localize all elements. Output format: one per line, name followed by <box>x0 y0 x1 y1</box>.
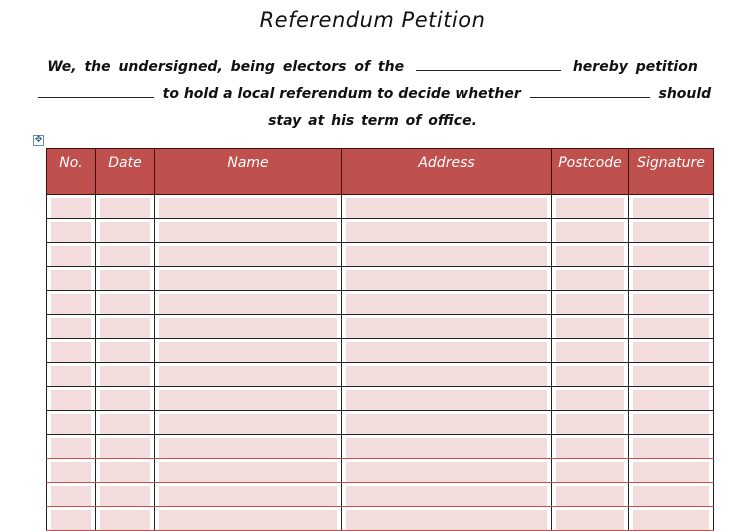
cell-fill <box>100 414 150 434</box>
table-row <box>47 507 714 531</box>
cell-name[interactable] <box>155 435 342 459</box>
cell-name[interactable] <box>155 411 342 435</box>
cell-date[interactable] <box>96 339 155 363</box>
cell-fill <box>100 510 150 530</box>
table-row <box>47 291 714 315</box>
cell-fill <box>556 414 624 434</box>
cell-signature[interactable] <box>629 435 714 459</box>
cell-fill <box>556 510 624 530</box>
petition-title: Referendum Petition <box>259 8 486 32</box>
cell-name[interactable] <box>155 339 342 363</box>
cell-fill <box>556 318 624 338</box>
line2-after: should <box>658 86 712 102</box>
cell-fill <box>51 486 91 506</box>
cell-fill <box>100 366 150 386</box>
cell-postcode[interactable] <box>552 483 629 507</box>
cell-fill <box>633 342 709 362</box>
table-row <box>47 459 714 483</box>
header-address: Address <box>342 149 552 195</box>
cell-fill <box>100 462 150 482</box>
cell-date[interactable] <box>96 315 155 339</box>
cell-fill <box>51 270 91 290</box>
cell-fill <box>633 366 709 386</box>
cell-fill <box>159 318 337 338</box>
cell-signature[interactable] <box>629 363 714 387</box>
cell-fill <box>556 246 624 266</box>
cell-address[interactable] <box>342 243 552 267</box>
cell-date[interactable] <box>96 243 155 267</box>
cell-name[interactable] <box>155 459 342 483</box>
cell-postcode[interactable] <box>552 435 629 459</box>
header-signature: Signature <box>629 149 714 195</box>
cell-fill <box>556 294 624 314</box>
cell-signature[interactable] <box>629 243 714 267</box>
cell-address[interactable] <box>342 339 552 363</box>
cell-fill <box>633 486 709 506</box>
cell-postcode[interactable] <box>552 507 629 531</box>
cell-fill <box>346 318 547 338</box>
line2-mid: to hold a local referendum to decide whether <box>162 86 521 102</box>
line1-after: hereby petition <box>572 59 698 75</box>
cell-fill <box>100 390 150 410</box>
header-name: Name <box>155 149 342 195</box>
petition-text-line-1 <box>0 58 745 75</box>
move-cross-icon[interactable]: ✥ <box>34 135 43 145</box>
cell-fill <box>100 222 150 242</box>
cell-fill <box>100 318 150 338</box>
cell-fill <box>100 486 150 506</box>
cell-fill <box>346 486 547 506</box>
cell-name[interactable] <box>155 267 342 291</box>
cell-fill <box>51 510 91 530</box>
table-row <box>47 219 714 243</box>
cell-no[interactable] <box>47 267 96 291</box>
cell-date[interactable] <box>96 195 155 219</box>
cell-fill <box>556 438 624 458</box>
cell-address[interactable] <box>342 315 552 339</box>
cell-fill <box>51 462 91 482</box>
cell-fill <box>51 438 91 458</box>
cell-signature[interactable] <box>629 267 714 291</box>
header-no: No. <box>47 149 96 195</box>
cell-no[interactable] <box>47 243 96 267</box>
cell-fill <box>556 270 624 290</box>
cell-address[interactable] <box>342 291 552 315</box>
cell-name[interactable] <box>155 483 342 507</box>
cell-fill <box>100 270 150 290</box>
table-row <box>47 387 714 411</box>
cell-postcode[interactable] <box>552 459 629 483</box>
cell-fill <box>346 294 547 314</box>
table-header-row <box>47 149 714 195</box>
cell-fill <box>346 366 547 386</box>
signature-table <box>46 148 714 531</box>
cell-fill <box>159 366 337 386</box>
cell-fill <box>51 366 91 386</box>
cell-fill <box>633 462 709 482</box>
cell-fill <box>346 198 547 218</box>
cell-date[interactable] <box>96 459 155 483</box>
electorate-blank[interactable] <box>416 58 561 71</box>
cell-fill <box>51 198 91 218</box>
table-row <box>47 243 714 267</box>
cell-signature[interactable] <box>629 459 714 483</box>
cell-postcode[interactable] <box>552 243 629 267</box>
line1-before: We, the undersigned, being electors of the <box>47 59 405 75</box>
cell-fill <box>633 294 709 314</box>
cell-postcode[interactable] <box>552 267 629 291</box>
cell-fill <box>159 438 337 458</box>
cell-fill <box>633 414 709 434</box>
cell-fill <box>633 438 709 458</box>
cell-date[interactable] <box>96 363 155 387</box>
cell-fill <box>633 246 709 266</box>
cell-signature[interactable] <box>629 195 714 219</box>
table-row <box>47 435 714 459</box>
cell-fill <box>556 342 624 362</box>
petition-text-line-3: stay at his term of office. <box>268 113 477 129</box>
cell-no[interactable] <box>47 291 96 315</box>
cell-postcode[interactable] <box>552 195 629 219</box>
cell-postcode[interactable] <box>552 387 629 411</box>
cell-fill <box>51 318 91 338</box>
cell-fill <box>100 198 150 218</box>
cell-fill <box>51 342 91 362</box>
cell-name[interactable] <box>155 315 342 339</box>
cell-fill <box>51 390 91 410</box>
cell-fill <box>556 198 624 218</box>
cell-fill <box>159 198 337 218</box>
cell-date[interactable] <box>96 411 155 435</box>
cell-fill <box>51 246 91 266</box>
cell-postcode[interactable] <box>552 411 629 435</box>
cell-fill <box>159 510 337 530</box>
cell-fill <box>346 270 547 290</box>
cell-name[interactable] <box>155 507 342 531</box>
cell-postcode[interactable] <box>552 363 629 387</box>
cell-postcode[interactable] <box>552 339 629 363</box>
cell-no[interactable] <box>47 387 96 411</box>
cell-fill <box>556 486 624 506</box>
header-date: Date <box>96 149 155 195</box>
cell-fill <box>159 342 337 362</box>
cell-date[interactable] <box>96 507 155 531</box>
cell-fill <box>633 390 709 410</box>
cell-address[interactable] <box>342 483 552 507</box>
cell-fill <box>346 438 547 458</box>
cell-name[interactable] <box>155 219 342 243</box>
cell-fill <box>159 270 337 290</box>
cell-fill <box>633 198 709 218</box>
cell-no[interactable] <box>47 195 96 219</box>
cell-fill <box>159 414 337 434</box>
cell-name[interactable] <box>155 363 342 387</box>
cell-signature[interactable] <box>629 411 714 435</box>
cell-address[interactable] <box>342 363 552 387</box>
cell-address[interactable] <box>342 435 552 459</box>
cell-fill <box>346 246 547 266</box>
official-name-blank[interactable] <box>530 85 650 98</box>
cell-no[interactable] <box>47 219 96 243</box>
cell-fill <box>100 294 150 314</box>
cell-signature[interactable] <box>629 291 714 315</box>
cell-fill <box>556 222 624 242</box>
cell-fill <box>556 390 624 410</box>
cell-fill <box>556 462 624 482</box>
cell-fill <box>51 294 91 314</box>
cell-signature[interactable] <box>629 315 714 339</box>
cell-fill <box>159 390 337 410</box>
cell-fill <box>346 414 547 434</box>
petition-text-line-2 <box>0 85 745 102</box>
table-row <box>47 267 714 291</box>
cell-postcode[interactable] <box>552 291 629 315</box>
cell-no[interactable] <box>47 459 96 483</box>
cell-signature[interactable] <box>629 219 714 243</box>
cell-fill <box>556 366 624 386</box>
cell-no[interactable] <box>47 507 96 531</box>
cell-fill <box>633 222 709 242</box>
cell-no[interactable] <box>47 483 96 507</box>
cell-fill <box>633 270 709 290</box>
cell-fill <box>159 222 337 242</box>
cell-no[interactable] <box>47 363 96 387</box>
cell-address[interactable] <box>342 411 552 435</box>
table-row <box>47 339 714 363</box>
table-row <box>47 195 714 219</box>
cell-date[interactable] <box>96 387 155 411</box>
cell-fill <box>633 510 709 530</box>
cell-address[interactable] <box>342 267 552 291</box>
cell-date[interactable] <box>96 483 155 507</box>
cell-name[interactable] <box>155 291 342 315</box>
cell-fill <box>100 246 150 266</box>
cell-fill <box>346 390 547 410</box>
cell-no[interactable] <box>47 315 96 339</box>
cell-no[interactable] <box>47 411 96 435</box>
table-row <box>47 363 714 387</box>
cell-address[interactable] <box>342 387 552 411</box>
cell-fill <box>346 222 547 242</box>
cell-signature[interactable] <box>629 387 714 411</box>
cell-address[interactable] <box>342 195 552 219</box>
cell-date[interactable] <box>96 219 155 243</box>
cell-fill <box>346 462 547 482</box>
cell-fill <box>633 318 709 338</box>
cell-fill <box>346 342 547 362</box>
cell-signature[interactable] <box>629 339 714 363</box>
cell-fill <box>346 510 547 530</box>
cell-postcode[interactable] <box>552 219 629 243</box>
cell-fill <box>51 414 91 434</box>
cell-postcode[interactable] <box>552 315 629 339</box>
authority-blank[interactable] <box>38 85 154 98</box>
cell-signature[interactable] <box>629 483 714 507</box>
cell-date[interactable] <box>96 435 155 459</box>
cell-fill <box>159 486 337 506</box>
cell-fill <box>159 462 337 482</box>
table-row <box>47 483 714 507</box>
cell-date[interactable] <box>96 291 155 315</box>
cell-fill <box>51 222 91 242</box>
cell-signature[interactable] <box>629 507 714 531</box>
cell-name[interactable] <box>155 387 342 411</box>
cell-fill <box>159 294 337 314</box>
cell-fill <box>100 438 150 458</box>
cell-fill <box>159 246 337 266</box>
cell-no[interactable] <box>47 339 96 363</box>
cell-name[interactable] <box>155 195 342 219</box>
table-row <box>47 411 714 435</box>
cell-fill <box>100 342 150 362</box>
cell-no[interactable] <box>47 435 96 459</box>
cell-name[interactable] <box>155 243 342 267</box>
table-row <box>47 315 714 339</box>
header-postcode: Postcode <box>552 149 629 195</box>
cell-address[interactable] <box>342 219 552 243</box>
cell-address[interactable] <box>342 507 552 531</box>
cell-address[interactable] <box>342 459 552 483</box>
cell-date[interactable] <box>96 267 155 291</box>
